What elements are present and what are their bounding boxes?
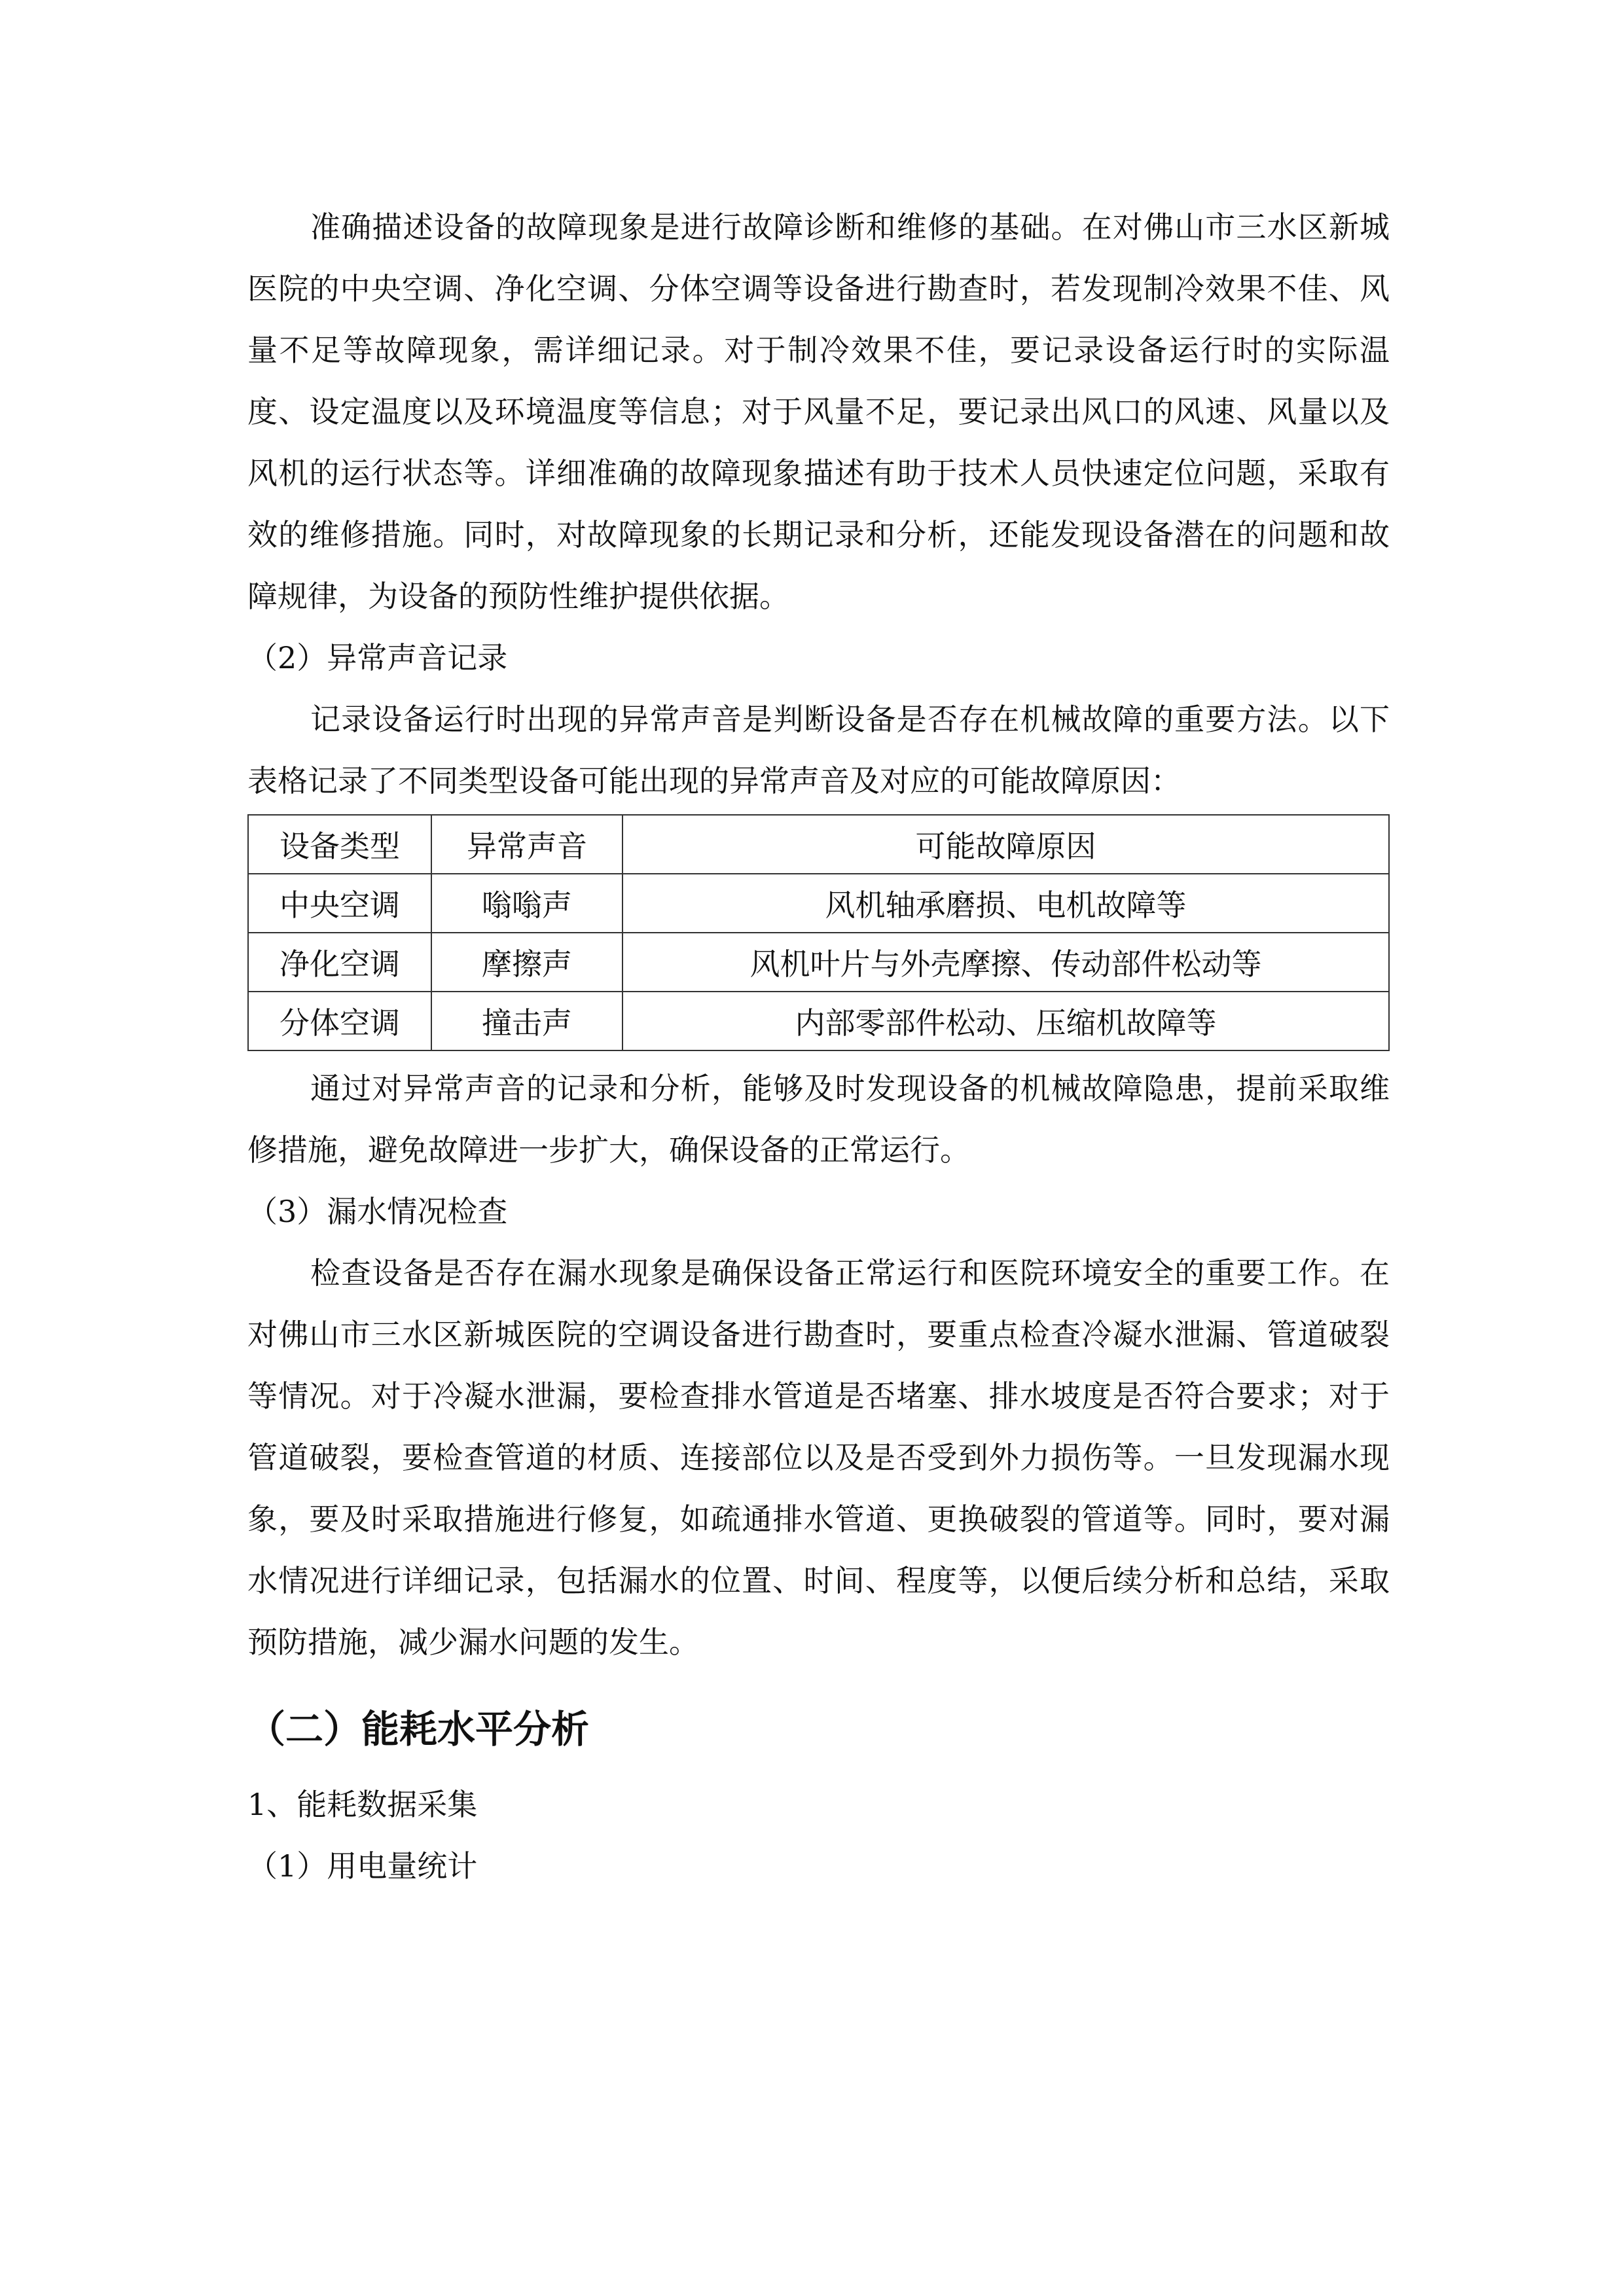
sound-summary-paragraph: 通过对异常声音的记录和分析，能够及时发现设备的机械故障隐患，提前采取维修措施，避免故障进一步扩大，确保设备的正常运行。 bbox=[247, 1071, 1390, 1168]
cell-abnormal-sound: 撞击声 bbox=[431, 992, 623, 1050]
cell-abnormal-sound: 摩擦声 bbox=[431, 933, 623, 992]
cell-device-type: 净化空调 bbox=[248, 933, 431, 992]
cell-abnormal-sound: 嗡嗡声 bbox=[431, 874, 623, 933]
table-row bbox=[248, 933, 1389, 992]
leak-check-heading: （3）漏水情况检查 bbox=[247, 1194, 508, 1229]
energy-analysis-heading: （二）能耗水平分析 bbox=[247, 1707, 590, 1751]
header-possible-cause: 可能故障原因 bbox=[623, 815, 1389, 874]
document-page bbox=[247, 196, 1390, 1897]
cell-possible-cause: 风机叶片与外壳摩擦、传动部件松动等 bbox=[623, 933, 1389, 992]
abnormal-sound-table bbox=[247, 814, 1390, 1051]
cell-possible-cause: 内部零部件松动、压缩机故障等 bbox=[623, 992, 1389, 1050]
cell-possible-cause: 风机轴承磨损、电机故障等 bbox=[623, 874, 1389, 933]
table-row bbox=[248, 992, 1389, 1050]
sound-record-heading: （2）异常声音记录 bbox=[247, 640, 508, 675]
intro-paragraph: 准确描述设备的故障现象是进行故障诊断和维修的基础。在对佛山市三水区新城医院的中央空调、净化空调、分体空调等设备进行勘查时，若发现制冷效果不佳、风量不足等故障现象，需详细记录。对于制冷效果不佳，要记录设备运行时的实际温度、设定温度以及环境温度等信息；对于风量不足，要记录出风口的风速、风量以及风机的运行状态等。详细准确的故障现象描述有助于技术人员快速定位问题，采取有效的维修措施。同时，对故障现象的长期记录和分析，还能发现设备潜在的问题和故障规律，为设备的预防性维护提供依据。 bbox=[247, 209, 1390, 614]
header-abnormal-sound: 异常声音 bbox=[431, 815, 623, 874]
header-device-type: 设备类型 bbox=[248, 815, 431, 874]
table-header-row bbox=[248, 815, 1389, 874]
leak-check-paragraph: 检查设备是否存在漏水现象是确保设备正常运行和医院环境安全的重要工作。在对佛山市三水区新城医院的空调设备进行勘查时，要重点检查冷凝水泄漏、管道破裂等情况。对于冷凝水泄漏，要检查排水管道是否堵塞、排水坡度是否符合要求；对于管道破裂，要检查管道的材质、连接部位以及是否受到外力损伤等。一旦发现漏水现象，要及时采取措施进行修复，如疏通排水管道、更换破裂的管道等。同时，要对漏水情况进行详细记录，包括漏水的位置、时间、程度等，以便后续分析和总结，采取预防措施，减少漏水问题的发生。 bbox=[247, 1255, 1390, 1660]
cell-device-type: 中央空调 bbox=[248, 874, 431, 933]
electricity-stats-heading: （1）用电量统计 bbox=[247, 1848, 478, 1884]
sound-intro-paragraph: 记录设备运行时出现的异常声音是判断设备是否存在机械故障的重要方法。以下表格记录了不同类型设备可能出现的异常声音及对应的可能故障原因： bbox=[247, 702, 1390, 798]
table-row bbox=[248, 874, 1389, 933]
energy-data-collection-heading: 1、能耗数据采集 bbox=[247, 1787, 478, 1822]
cell-device-type: 分体空调 bbox=[248, 992, 431, 1050]
